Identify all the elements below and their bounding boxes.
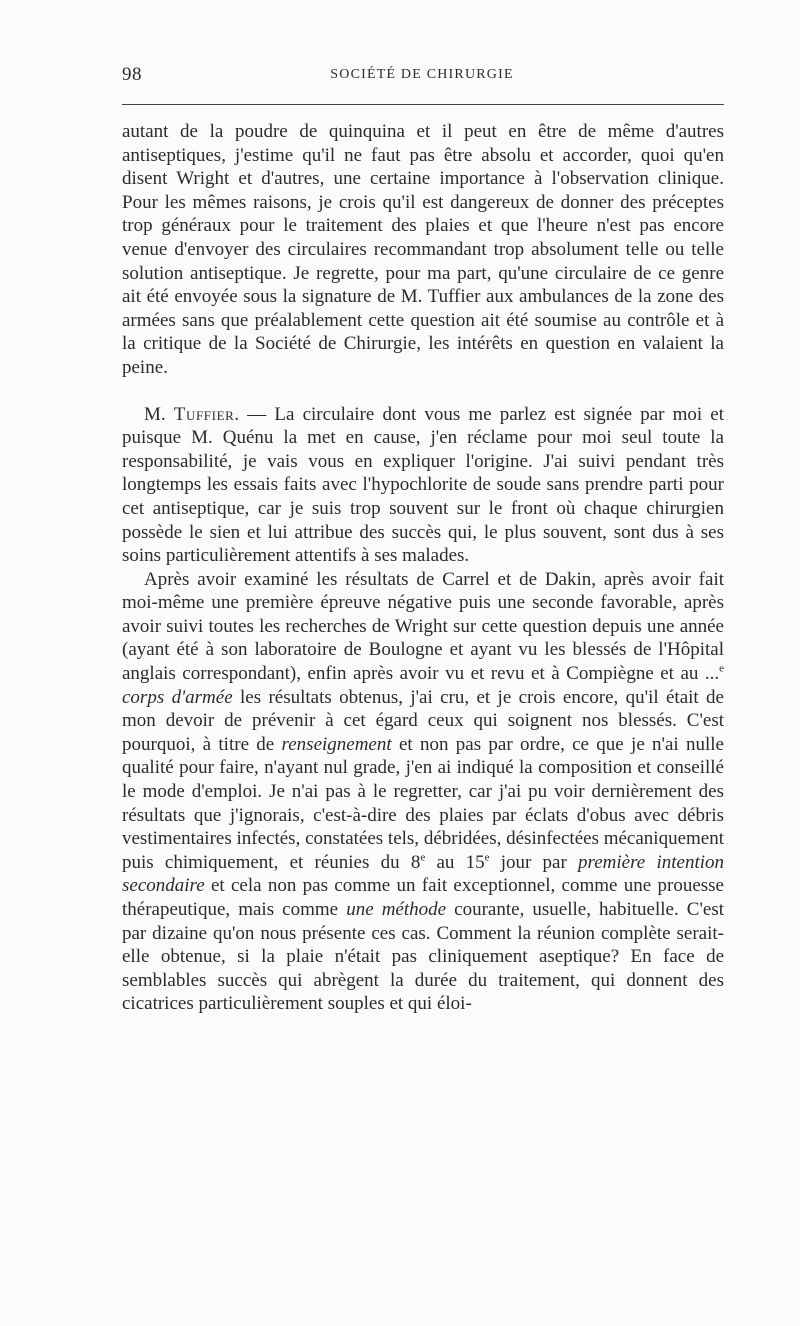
body-text bbox=[122, 120, 724, 1016]
text-run: et cela non pas comme un fait exceptionnel, comme une prouesse thérapeutique, mais comme bbox=[122, 875, 724, 920]
italic-run: corps d'armée bbox=[122, 686, 233, 708]
paragraph bbox=[122, 120, 724, 380]
text-run: jour par bbox=[489, 851, 579, 873]
paragraph-text: La circulaire dont vous me parlez est signée par moi et puisque M. Quénu la met en cause, j'en réclame pour moi seul toute la responsabilité, je vais vous en expliquer l'origine. J'ai suivi pendant très longtemps les essais faits avec l'hypochlorite de soude sans prendre parti pour cet antiseptique, car je suis trop souvent sur le front où chaque chirurgien possède le sien et lui attribue des succès qui, le plus souvent, sont dus à ses soins particulièrement attentifs à ses malades. bbox=[122, 403, 724, 567]
superscript: e bbox=[719, 662, 724, 675]
running-title: SOCIÉTÉ DE CHIRURGIE bbox=[330, 67, 514, 82]
superscript: e bbox=[484, 851, 490, 864]
speaker-name: Tuffier bbox=[173, 403, 235, 425]
page-header bbox=[122, 64, 722, 94]
text-run: et non pas par ordre, ce que je n'ai nulle qualité pour faire, n'ayant nul grade, j'en ai indiqué la composition et conseillé le mode d'emploi. Je n'ai pas à le regretter, car j'ai pu voir dernièrement des résultats que j'ignorais, c'est-à-dire des plaies par éclats d'obus avec débris vestimentaires infectés, constatées tels, débridées, désinfectées mécaniquement puis chimiquement, et réunies du 8 bbox=[122, 733, 724, 873]
italic-run: première intention secondaire bbox=[122, 851, 724, 897]
paragraph-text: autant de la poudre de quinquina et il peut en être de même d'autres antiseptiques, j'estime qu'il ne faut pas être absolu et accorder, quoi qu'en disent Wright et d'autres, une certaine importance à l'observation clinique. Pour les mêmes raisons, je crois qu'il est dangereux de donner des préceptes trop généraux pour le traitement des plaies et que l'heure n'est pas encore venue d'envoyer des circulaires recommandant trop absolument telle ou telle solution antiseptique. Je regrette, pour ma part, qu'une circulaire de ce genre ait été envoyée sous la signature de M. Tuffier aux ambulances de la zone des armées sans que préalablement cette question ait été soumise au contrôle et à la critique de la Société de Chirurgie, les intérêts en question en valaient la peine. bbox=[122, 121, 724, 378]
text-run: courante, usuelle, habituelle. C'est par dizaine qu'on nous présente ces cas. Comment la réunion complète serait-elle obtenue, si la plaie n'était pas cliniquement aseptique? En face de semblables succès qui abrègent la durée du traitement, qui donnent des cicatrices particulièrement souples et qui éloi- bbox=[122, 899, 724, 1015]
superscript: e bbox=[420, 851, 426, 864]
text-run: Après avoir examiné les résultats de Carrel et de Dakin, après avoir fait moi-même une première épreuve négative puis une seconde favorable, après avoir suivi toutes les recherches de Wright sur cette question depuis une année (ayant été à son laboratoire de Boulogne et ayant vu les blessés de l'Hôpital anglais correspondant), enfin après avoir vu et revu et à Compiègne et au ... bbox=[122, 568, 724, 685]
paragraph bbox=[122, 568, 724, 1016]
italic-run: une méthode bbox=[346, 899, 447, 920]
speaker-dash: . — bbox=[234, 403, 275, 425]
speaker-prefix: M. bbox=[144, 403, 174, 425]
text-run: au 15 bbox=[425, 851, 485, 873]
header-rule bbox=[122, 104, 724, 105]
paragraph bbox=[122, 403, 724, 568]
italic-run: renseignement bbox=[281, 733, 392, 755]
text-run: les résultats obtenus, j'ai cru, et je crois encore, qu'il était de mon devoir de prévenir à cet égard ceux qui soignent nos blessés. C'est pourquoi, à titre de bbox=[122, 686, 724, 755]
page-number: 98 bbox=[122, 64, 142, 85]
